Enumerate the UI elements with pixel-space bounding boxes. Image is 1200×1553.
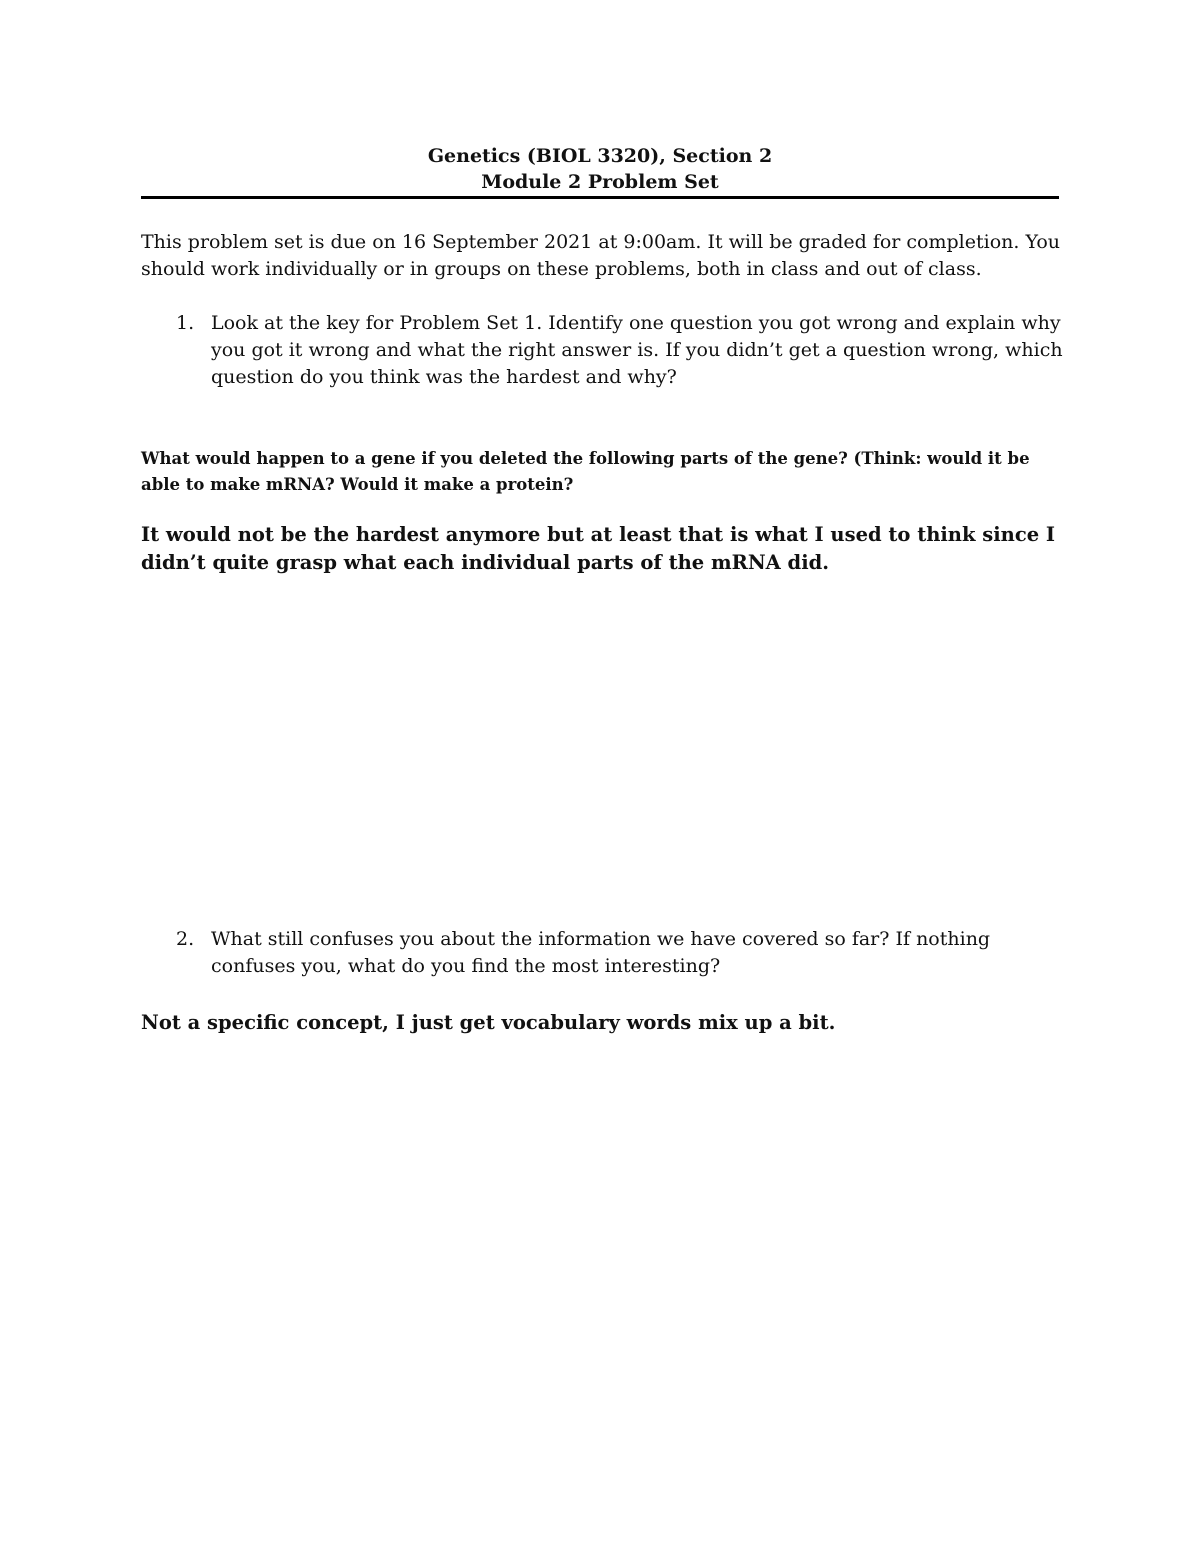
answer-1: It would not be the hardest anymore but at least that is what I used to think since I didn’t quite grasp what each individual parts of the mRNA did. <box>141 523 1056 574</box>
question-text: Look at the key for Problem Set 1. Identify one question you got wrong and explain why you got it wrong and what the right answer is. If you didn’t get a question wrong, which question do you think was the hardest and why? <box>211 312 1063 388</box>
document-header <box>141 143 1059 195</box>
question-number: 1. <box>176 312 195 334</box>
question-2 <box>141 926 1071 980</box>
header-divider <box>141 196 1059 199</box>
intro-paragraph: This problem set is due on 16 September 2021 at 9:00am. It will be graded for completion. You should work individually or in groups on these problems, both in class and out of class. <box>141 231 1061 280</box>
answer-2: Not a specific concept, I just get vocabulary words mix up a bit. <box>141 1011 836 1034</box>
question-text: What still confuses you about the information we have covered so far? If nothing confuses you, what do you find the most interesting? <box>211 928 991 977</box>
course-title: Genetics (BIOL 3320), Section 2 <box>427 145 773 167</box>
bold-prompt: What would happen to a gene if you deleted the following parts of the gene? (Think: would it be able to make mRNA? Would it make a protein? <box>141 449 1030 494</box>
question-1 <box>141 310 1071 391</box>
problem-set-title: Module 2 Problem Set <box>481 171 719 193</box>
question-number: 2. <box>176 928 195 950</box>
